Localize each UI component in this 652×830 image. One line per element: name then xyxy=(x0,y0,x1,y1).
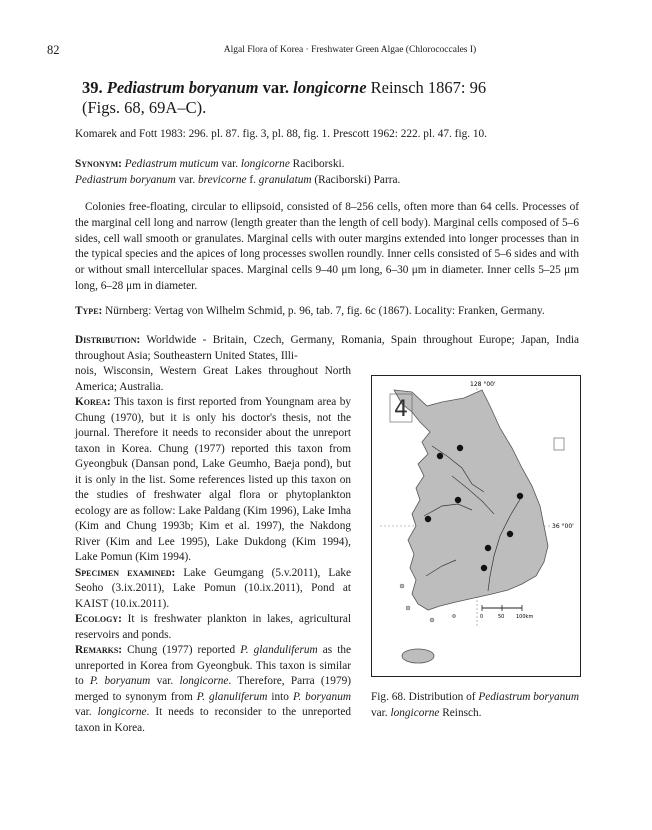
figure-refs: (Figs. 68, 69A–C). xyxy=(82,98,207,117)
longitude-label: 128 °00' xyxy=(470,381,496,388)
specimen-label: Specimen examined: xyxy=(75,566,176,579)
scale-label-50: 50 xyxy=(498,614,505,620)
distribution-label: Distribution: xyxy=(75,334,141,346)
locality-dot xyxy=(457,445,463,451)
distribution-paragraph xyxy=(75,333,579,364)
remarks-t3: var. xyxy=(156,675,174,687)
synonym-2-name: Pediastrum boryanum xyxy=(75,173,176,186)
remarks-t6: var. xyxy=(75,706,92,718)
scale-label-0: 0 xyxy=(480,614,484,620)
authority: Reinsch 1867: 96 xyxy=(370,78,487,97)
remarks-t4: . Therefore, Parra (1979) merged to synonym from xyxy=(75,675,352,703)
dokdo-inset xyxy=(554,438,564,450)
island xyxy=(452,614,455,617)
latitude-label: 36 °00' xyxy=(552,523,574,530)
species-title xyxy=(82,78,602,118)
remarks-i2: P. boryanum xyxy=(90,675,151,687)
remarks-t5: into xyxy=(271,690,289,703)
peninsula-shape xyxy=(394,390,548,610)
type-paragraph xyxy=(75,304,579,320)
remarks-paragraph xyxy=(75,643,351,736)
korea-paragraph xyxy=(75,395,351,566)
species-number: 39. xyxy=(82,78,103,97)
synonym-2-f: f. xyxy=(249,173,256,186)
caption-prefix: Fig. 68. Distribution of xyxy=(371,691,476,703)
locality-dot xyxy=(485,545,491,551)
type-label: Type: xyxy=(75,305,103,317)
specimen-paragraph xyxy=(75,566,351,613)
running-head: Algal Flora of Korea · Freshwater Green Algae (Chlorococcales I) xyxy=(223,45,477,55)
left-column xyxy=(75,364,351,736)
figure-caption xyxy=(371,690,581,721)
remarks-i1: P. glanduliferum xyxy=(240,644,318,656)
remarks-i6: longicorne xyxy=(97,706,147,718)
remarks-i4: P. glanuliferum xyxy=(196,690,268,703)
variety-name: longicorne xyxy=(293,78,367,97)
description: Colonies free-floating, circular to ellipsoid, consisted of 8–256 cells, often more than 64 cells. Processes of the marginal cell long and narrow (length greater than the length of cell body). Marginal cells composed of 5–6 sides, cell wall smooth or granulates. Marginal cells with outer margins extended into longer processes than in the typical species and the apices of long processes swollen roundly. Inner cells consisted of 5–6 sides and with or without small intercellular spaces. Marginal cells 9–40 μm long, 6–30 μm in diameter. Inner cells 5–25 μm long, 6–28 μm in diameter. xyxy=(75,201,579,292)
scale-label-100: 100km xyxy=(516,614,534,620)
synonym-1-name: Pediastrum muticum xyxy=(124,158,219,170)
locality-dot xyxy=(425,516,431,522)
jeju-island xyxy=(402,649,434,663)
remarks-t1: Chung (1977) reported xyxy=(127,644,236,656)
ecology-paragraph xyxy=(75,612,351,643)
references: Komarek and Fott 1983: 296. pl. 87. fig. 3, pl. 88, fig. 1. Prescott 1962: 222. pl. 47. fig. 10. xyxy=(75,128,487,140)
synonym-1-var: var. xyxy=(221,158,239,170)
remarks-t7: . It needs to reconsider to the unreported taxon in Korea. xyxy=(75,706,351,734)
specimen-text: Lake Geumgang (5.v.2011), Lake Seoho (3.ix.2011), Lake Pomun (10.ix.2011), Pond at KAIST (10.ix.2011). xyxy=(75,566,352,610)
island xyxy=(430,618,434,622)
locality-dot xyxy=(517,493,523,499)
inset-number: 4 xyxy=(394,397,408,422)
distribution-text-wide: Worldwide - Britain, Czech, Germany, Romania, Spain throughout Europe; Japan, India throughout Asia; Southeastern United States, Illi- xyxy=(75,334,579,362)
synonym-1-varname: longicorne xyxy=(240,158,290,170)
synonym-label: Synonym: xyxy=(75,158,122,170)
synonym-2-fname: granulatum xyxy=(258,173,312,186)
remarks-i3: longicorne xyxy=(179,675,229,687)
locality-dot xyxy=(507,531,513,537)
remarks-t2: as the unreported in Korea from Gyeongbuk. This taxon is similar to xyxy=(75,644,352,687)
species-name: Pediastrum boryanum xyxy=(106,78,259,97)
island xyxy=(406,606,410,610)
distribution-map-figure xyxy=(371,375,581,677)
caption-species: Pediastrum boryanum xyxy=(478,691,580,703)
page-number: 82 xyxy=(47,43,60,57)
caption-variety: longicorne xyxy=(390,706,440,719)
korea-text: This taxon is first reported from Youngnam area by Chung (1970), but it is only his doctor's thesis, not the journal. Therefore it needs to reconsider about the unreport taxon in Korea. Chung (1977) reported this taxon from Gyeongbuk (Dansan pond, Lake Geumho, Baeja pond), but it is only in the list. Some references listed up this taxon on the studies of freshwater algal flora or phytoplankton ecology are as follow: Lake Paldang (Kim 1996), Lake Imha (Kim and Chung 1993b; Kim et al. 1997), the Nakdong River (Kim and Lee 1995), Lake Dukdong (Kim 1994), Lake Pomun (Kim 1994). xyxy=(75,396,352,563)
synonym-1-auth: Raciborski. xyxy=(292,158,345,170)
synonym-2-auth: (Raciborski) Parra. xyxy=(314,173,401,186)
synonym-block xyxy=(75,157,605,188)
ecology-label: Ecology: xyxy=(75,613,122,625)
distribution-continued: nois, Wisconsin, Western Great Lakes throughout North America; Australia. xyxy=(75,365,351,393)
locality-dot xyxy=(455,497,461,503)
var-label: var. xyxy=(262,78,290,97)
korea-label: Korea: xyxy=(75,396,111,408)
remarks-i5: P. boryanum xyxy=(292,690,351,703)
remarks-label: Remarks: xyxy=(75,644,123,656)
island xyxy=(400,584,404,588)
caption-authority: Reinsch. xyxy=(442,706,482,719)
synonym-2-var: var. xyxy=(178,173,196,186)
caption-var: var. xyxy=(371,706,388,719)
type-text: Nürnberg: Vertag von Wilhelm Schmid, p. 96, tab. 7, fig. 6c (1867). Locality: Franken, Germany. xyxy=(105,305,545,317)
synonym-2-varname: brevicorne xyxy=(198,173,247,186)
ecology-text: It is freshwater plankton in lakes, agricultural reservoirs and ponds. xyxy=(75,613,351,641)
korea-map xyxy=(372,376,580,676)
locality-dot xyxy=(437,453,443,459)
locality-dot xyxy=(481,565,487,571)
